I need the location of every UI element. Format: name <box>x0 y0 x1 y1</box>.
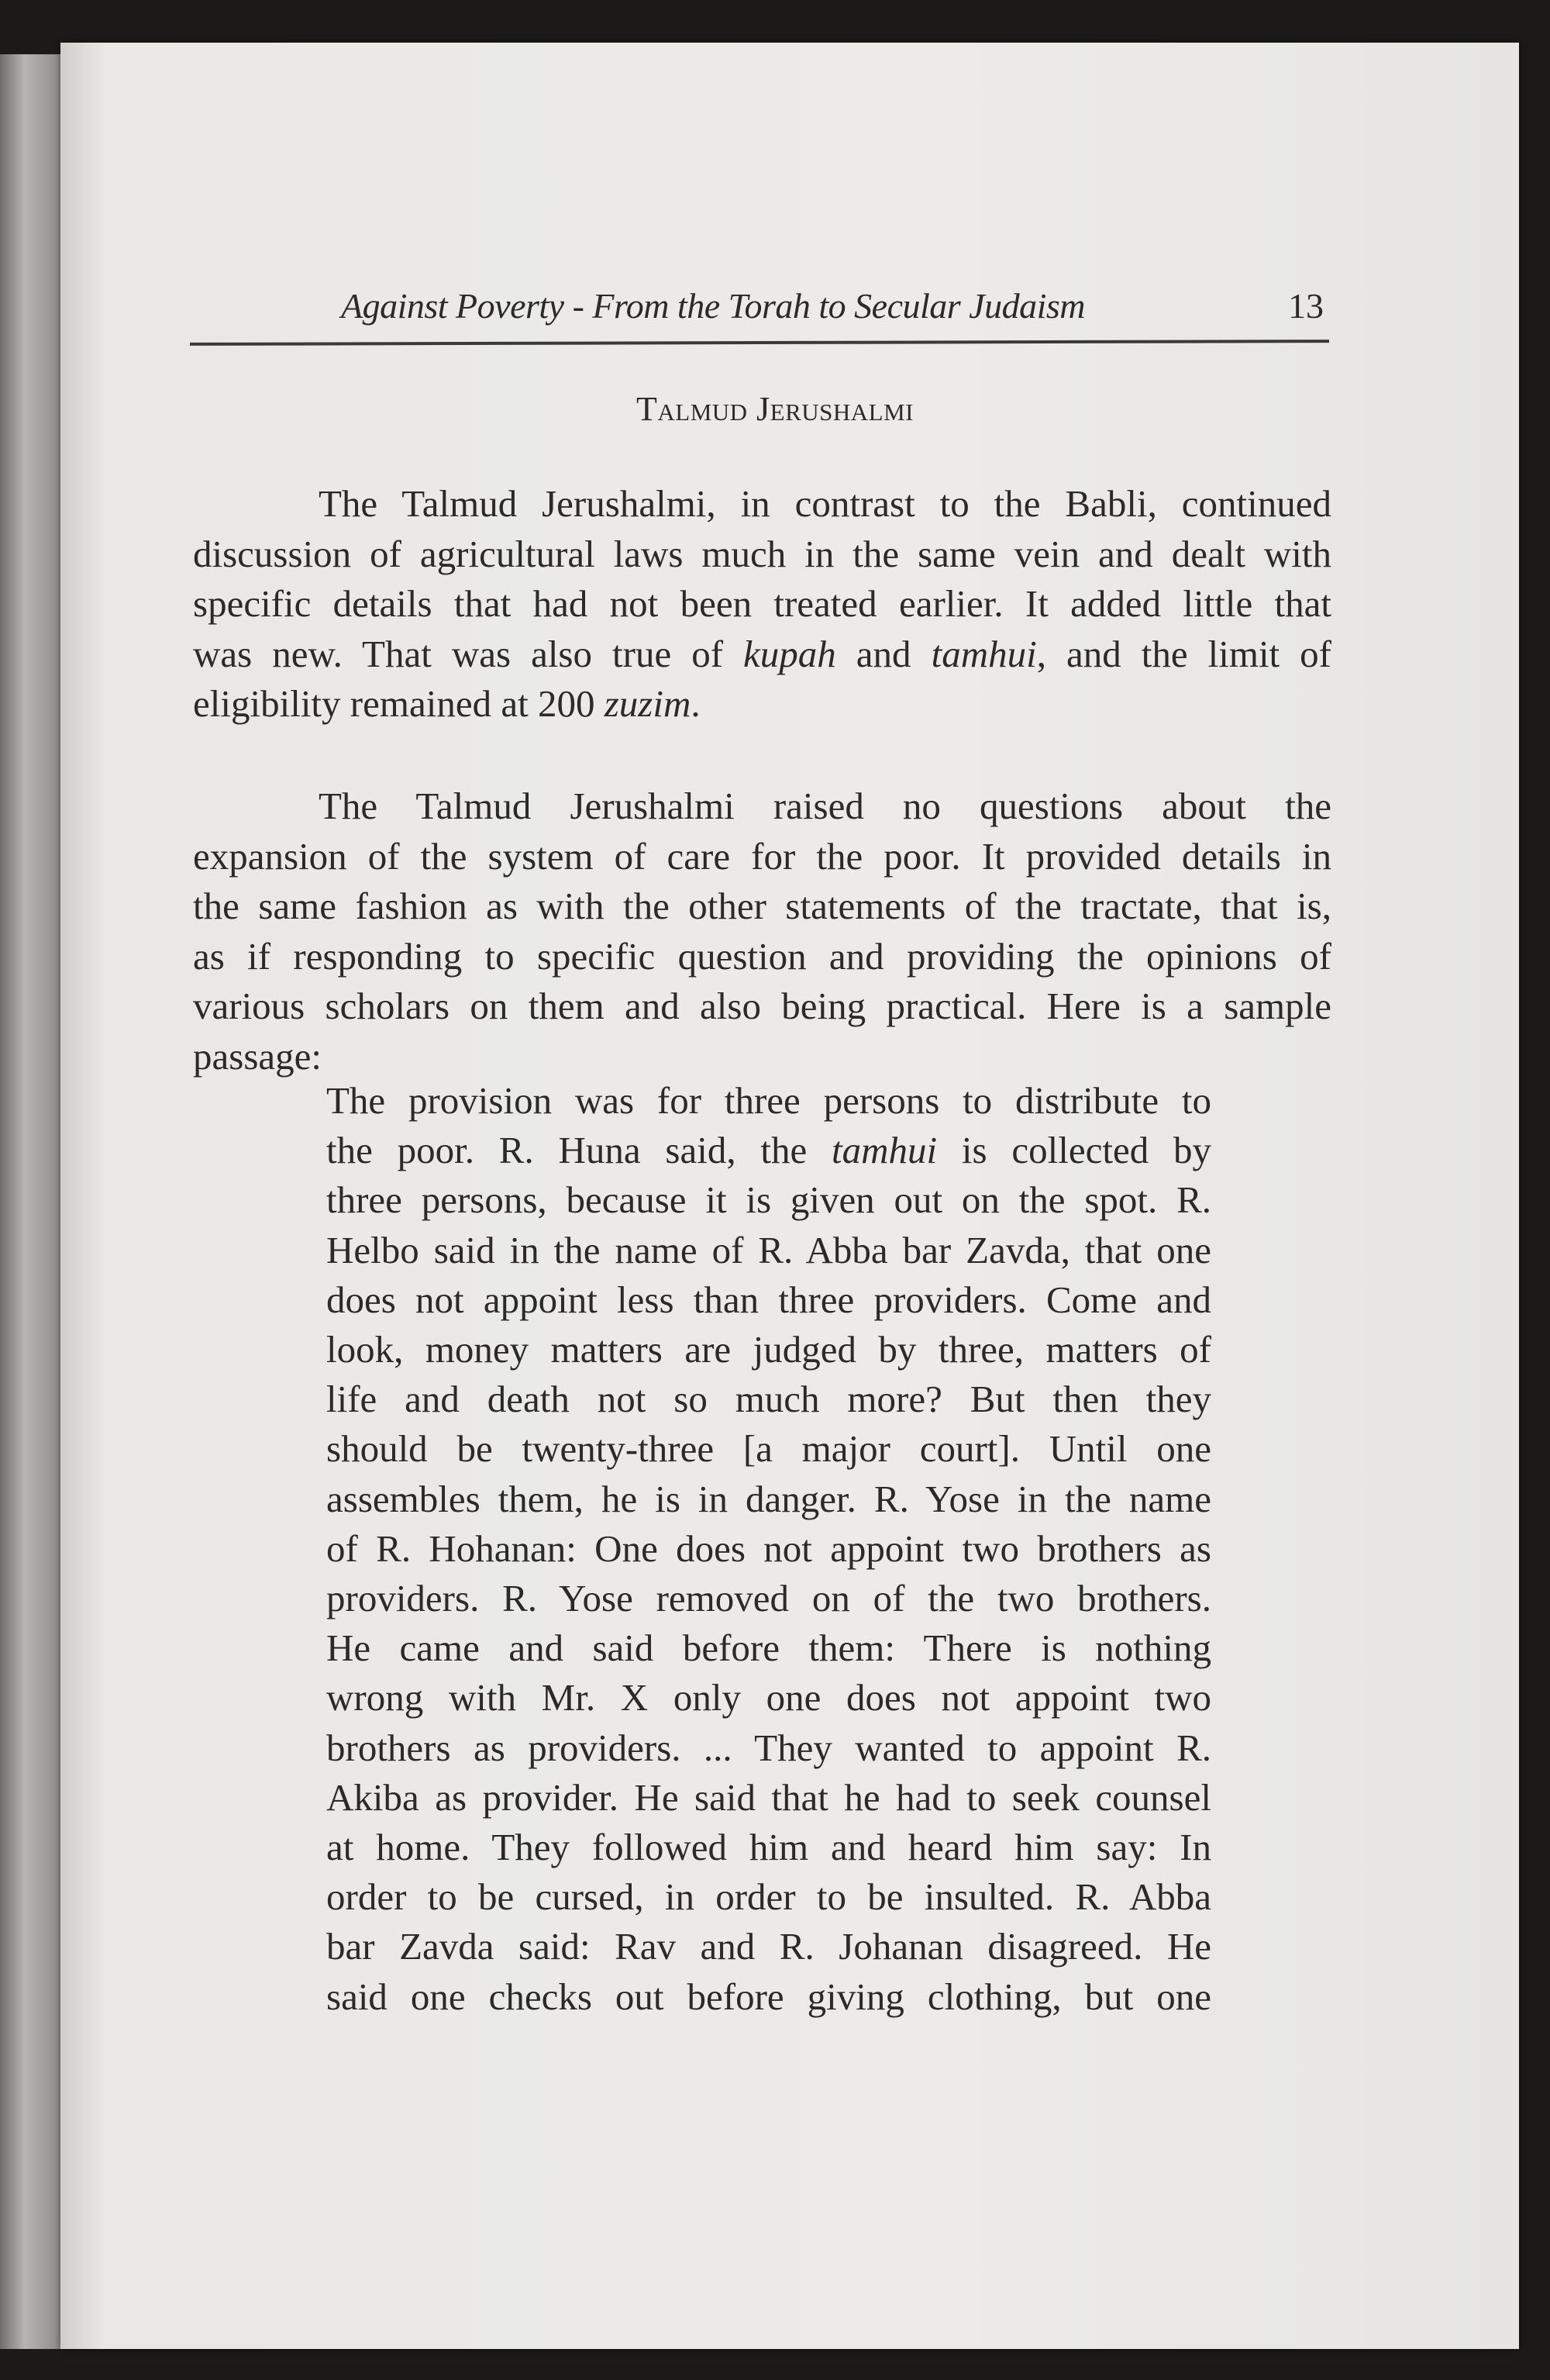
text-segment: wrong with Mr. X only one does not appoint two <box>326 1676 1211 1719</box>
paragraph-line <box>193 833 1331 880</box>
text-segment: eligibility remained at 200 <box>193 682 604 725</box>
paragraph-line <box>193 631 1331 678</box>
quote-line <box>326 1675 1211 1721</box>
quote-line <box>326 1575 1211 1622</box>
text-segment: is collected by <box>937 1129 1211 1172</box>
quote-line <box>326 1127 1211 1174</box>
italic-term: kupah <box>743 632 836 675</box>
quote-line <box>326 1326 1211 1373</box>
text-segment: of R. Hohanan: One does not appoint two brothers as <box>326 1526 1211 1570</box>
quote-line <box>326 1277 1211 1323</box>
text-segment: bar Zavda said: Rav and R. Johanan disagreed. He <box>326 1925 1211 1968</box>
text-segment: The Talmud Jerushalmi, in contrast to the Babli, continued <box>319 482 1331 525</box>
text-segment: Akiba as provider. He said that he had to seek counsel <box>326 1775 1211 1819</box>
text-segment: The Talmud Jerushalmi raised no questions about the <box>319 785 1331 827</box>
text-segment: The provision was for three persons to distribute to <box>326 1079 1211 1122</box>
text-segment: and <box>835 632 932 675</box>
italic-term: zuzim <box>604 682 691 725</box>
text-segment: discussion of agricultural laws much in the same vein and dealt with <box>193 532 1331 575</box>
text-segment: , and the limit of <box>1036 632 1331 675</box>
text-segment: Helbo said in the name of R. Abba bar Zavda, that one <box>326 1228 1211 1271</box>
page-number: 13 <box>1288 286 1324 326</box>
text-segment: was new. That was also true of <box>193 632 744 675</box>
text-segment: said one checks out before giving clothing, but one <box>326 1975 1211 2018</box>
running-title: Against Poverty - From the Torah to Secular Judaism <box>341 286 1085 326</box>
paragraph-line <box>193 933 1331 980</box>
text-segment: passage: <box>193 1034 322 1078</box>
text-segment: order to be cursed, in order to be insulted. R. Abba <box>326 1875 1211 1919</box>
text-segment: life and death not so much more? But then they <box>326 1378 1211 1421</box>
quote-line <box>326 1725 1211 1771</box>
paragraph-line <box>193 681 701 727</box>
paragraph-line <box>319 481 1331 527</box>
italic-term: tamhui <box>832 1129 938 1172</box>
text-segment: . <box>691 682 701 725</box>
quote-line <box>326 1476 1211 1523</box>
paragraph-line <box>319 783 1331 830</box>
quote-line <box>326 1974 1211 2020</box>
paragraph-line <box>193 983 1331 1030</box>
text-segment: specific details that had not been treated earlier. It added little that <box>193 582 1331 625</box>
text-segment: He came and said before them: There is nothing <box>326 1626 1211 1670</box>
quote-line <box>326 1824 1211 1871</box>
quote-line <box>326 1078 1211 1124</box>
quote-line <box>326 1526 1211 1572</box>
text-segment: providers. R. Yose removed on of the two brothers. <box>326 1577 1211 1619</box>
text-segment: does not appoint less than three providers. Come and <box>326 1278 1211 1321</box>
italic-term: tamhui <box>931 632 1037 675</box>
section-heading: Talmud Jerushalmi <box>636 390 914 428</box>
quote-line <box>326 1625 1211 1671</box>
text-segment: various scholars on them and also being practical. Here is a sample <box>193 985 1331 1027</box>
quote-line <box>326 1874 1211 1920</box>
text-segment: the poor. R. Huna said, the <box>326 1129 832 1172</box>
text-segment: at home. They followed him and heard him say: In <box>326 1826 1211 1868</box>
text-segment: assembles them, he is in danger. R. Yose in the name <box>326 1477 1211 1520</box>
quote-line <box>326 1376 1211 1423</box>
quote-line <box>326 1923 1211 1970</box>
paragraph-line <box>193 883 1331 930</box>
quote-line <box>326 1227 1211 1274</box>
quote-line <box>326 1775 1211 1821</box>
quote-line <box>326 1177 1211 1223</box>
text-segment: expansion of the system of care for the poor. It provided details in <box>193 834 1331 878</box>
text-segment: the same fashion as with the other statements of the tractate, that is, <box>193 885 1331 927</box>
paragraph-line <box>193 581 1331 627</box>
paragraph-line <box>193 1033 322 1080</box>
text-segment: three persons, because it is given out on the spot. R. <box>326 1178 1211 1222</box>
text-segment: look, money matters are judged by three, matters of <box>326 1328 1211 1371</box>
text-segment: should be twenty-three [a major court]. Until one <box>326 1427 1211 1471</box>
text-segment: brothers as providers. ... They wanted to appoint R. <box>326 1726 1211 1769</box>
quote-line <box>326 1426 1211 1472</box>
text-segment: as if responding to specific question and providing the opinions of <box>193 934 1331 978</box>
paragraph-line <box>193 531 1331 578</box>
